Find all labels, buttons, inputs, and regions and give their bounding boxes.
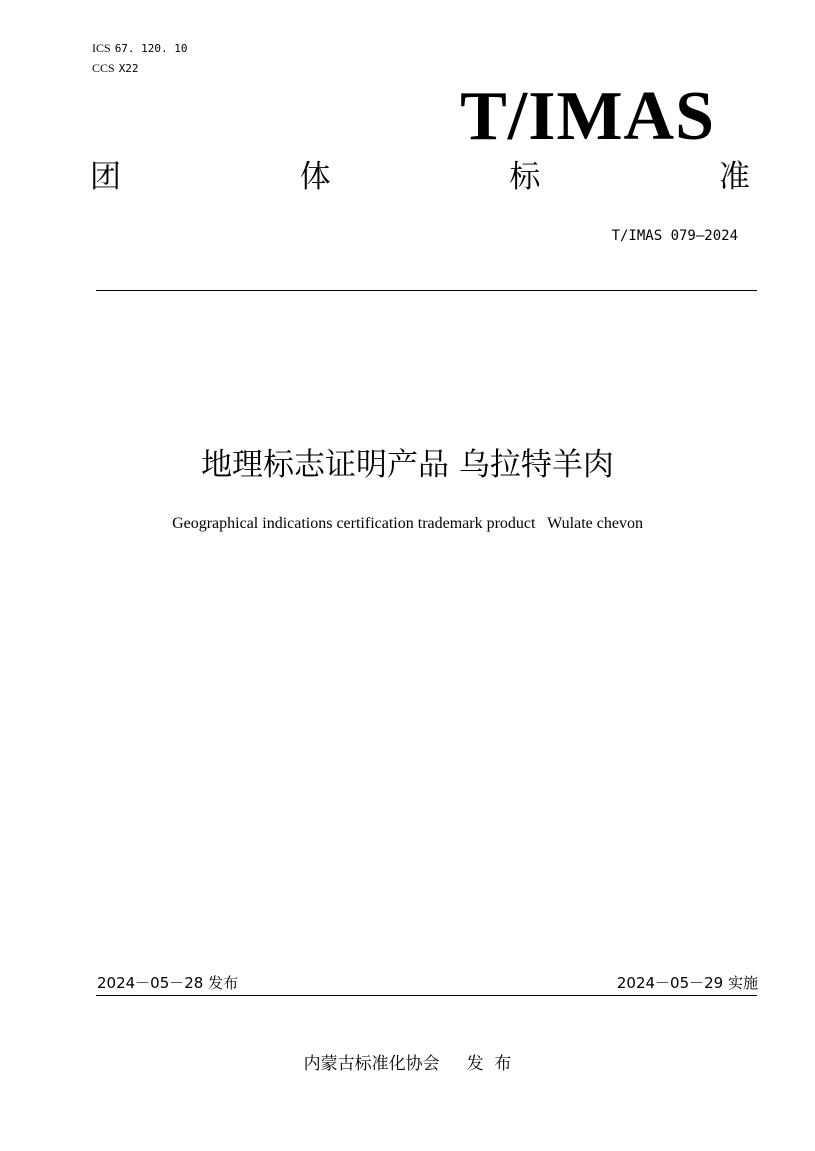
standard-type-char: 标 (509, 159, 541, 195)
standard-type-char: 团 (90, 159, 121, 195)
ics-line (92, 41, 188, 56)
standard-type-char: 准 (718, 159, 750, 195)
standard-logo: T/IMAS (460, 78, 715, 155)
standard-type-char: 体 (299, 159, 331, 195)
document-title-english: Geographical indications certification trademark product Wulate chevon (172, 515, 643, 532)
publish-date: 2024－05－28 发布 (97, 974, 239, 992)
implement-date: 2024－05－29 实施 (616, 974, 758, 992)
ccs-line (92, 61, 139, 76)
ccs-code: X22 (118, 62, 139, 75)
standard-type (90, 157, 750, 197)
footer-divider (96, 995, 757, 996)
header-divider (96, 290, 757, 291)
issuer: 内蒙古标准化协会 发 布 (303, 1054, 512, 1074)
document-title-chinese: 地理标志证明产品 乌拉特羊肉 (201, 447, 614, 483)
ics-label: ICS (92, 41, 111, 55)
ccs-label: CCS (92, 61, 115, 75)
ics-code: 67. 120. 10 (114, 42, 188, 55)
standard-number: T/IMAS 079—2024 (611, 228, 738, 244)
